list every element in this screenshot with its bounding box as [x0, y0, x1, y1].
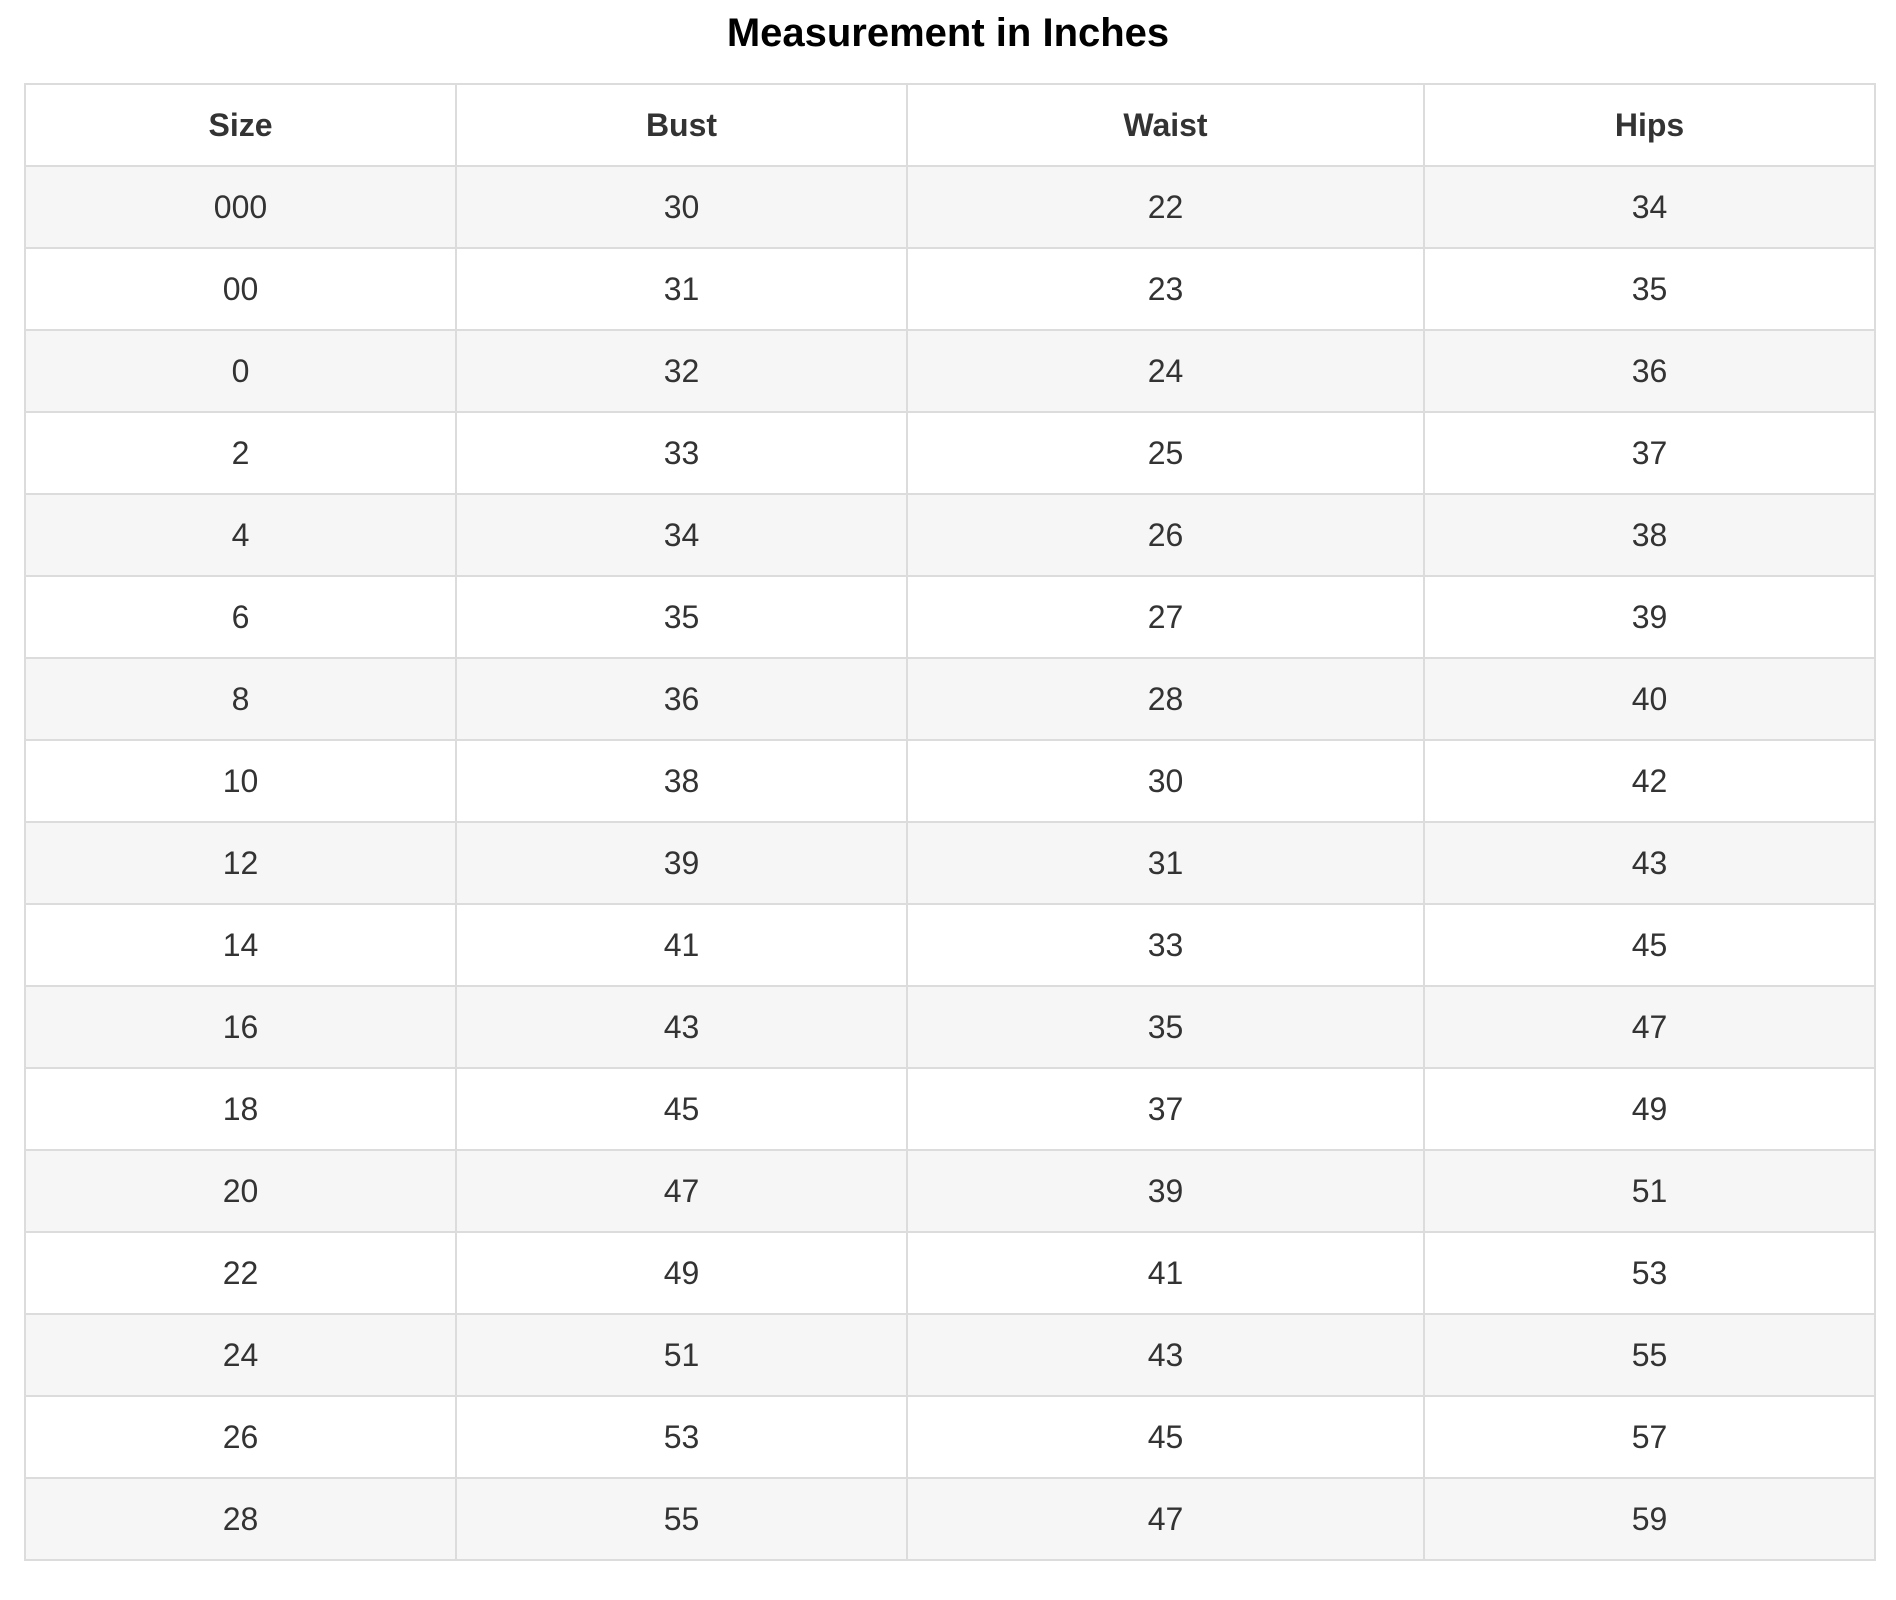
- cell-waist: 39: [907, 1150, 1424, 1232]
- cell-hips: 49: [1424, 1068, 1875, 1150]
- cell-hips: 53: [1424, 1232, 1875, 1314]
- cell-bust: 49: [456, 1232, 907, 1314]
- header-row: [25, 84, 1875, 166]
- cell-size: 22: [25, 1232, 456, 1314]
- header-hips: Hips: [1424, 84, 1875, 166]
- cell-bust: 33: [456, 412, 907, 494]
- cell-size: 14: [25, 904, 456, 986]
- cell-bust: 51: [456, 1314, 907, 1396]
- table-body: [25, 166, 1875, 1560]
- table-row: [25, 412, 1875, 494]
- cell-waist: 43: [907, 1314, 1424, 1396]
- cell-size: 24: [25, 1314, 456, 1396]
- cell-waist: 37: [907, 1068, 1424, 1150]
- header-size: Size: [25, 84, 456, 166]
- header-waist: Waist: [907, 84, 1424, 166]
- page-title: Measurement in Inches: [726, 11, 1170, 55]
- table-row: [25, 1232, 1875, 1314]
- table-row: [25, 986, 1875, 1068]
- cell-bust: 47: [456, 1150, 907, 1232]
- cell-bust: 30: [456, 166, 907, 248]
- cell-hips: 42: [1424, 740, 1875, 822]
- cell-waist: 31: [907, 822, 1424, 904]
- table-row: [25, 494, 1875, 576]
- cell-size: 000: [25, 166, 456, 248]
- cell-size: 6: [25, 576, 456, 658]
- cell-hips: 59: [1424, 1478, 1875, 1560]
- cell-bust: 55: [456, 1478, 907, 1560]
- cell-size: 0: [25, 330, 456, 412]
- cell-bust: 31: [456, 248, 907, 330]
- header-bust: Bust: [456, 84, 907, 166]
- cell-waist: 30: [907, 740, 1424, 822]
- table-row: [25, 1478, 1875, 1560]
- cell-bust: 32: [456, 330, 907, 412]
- cell-size: 10: [25, 740, 456, 822]
- cell-hips: 39: [1424, 576, 1875, 658]
- cell-waist: 35: [907, 986, 1424, 1068]
- table-row: [25, 1068, 1875, 1150]
- cell-waist: 22: [907, 166, 1424, 248]
- cell-hips: 47: [1424, 986, 1875, 1068]
- cell-waist: 41: [907, 1232, 1424, 1314]
- table-row: [25, 740, 1875, 822]
- table-row: [25, 248, 1875, 330]
- cell-waist: 26: [907, 494, 1424, 576]
- cell-hips: 35: [1424, 248, 1875, 330]
- table-row: [25, 1150, 1875, 1232]
- table-row: [25, 658, 1875, 740]
- cell-bust: 45: [456, 1068, 907, 1150]
- cell-bust: 41: [456, 904, 907, 986]
- cell-size: 4: [25, 494, 456, 576]
- cell-hips: 55: [1424, 1314, 1875, 1396]
- table-row: [25, 576, 1875, 658]
- cell-bust: 43: [456, 986, 907, 1068]
- cell-waist: 25: [907, 412, 1424, 494]
- cell-hips: 37: [1424, 412, 1875, 494]
- cell-size: 26: [25, 1396, 456, 1478]
- cell-size: 16: [25, 986, 456, 1068]
- cell-hips: 43: [1424, 822, 1875, 904]
- cell-bust: 53: [456, 1396, 907, 1478]
- cell-size: 18: [25, 1068, 456, 1150]
- cell-waist: 27: [907, 576, 1424, 658]
- cell-size: 00: [25, 248, 456, 330]
- cell-waist: 28: [907, 658, 1424, 740]
- cell-size: 20: [25, 1150, 456, 1232]
- cell-bust: 35: [456, 576, 907, 658]
- table-row: [25, 822, 1875, 904]
- cell-waist: 47: [907, 1478, 1424, 1560]
- cell-waist: 45: [907, 1396, 1424, 1478]
- table-row: [25, 904, 1875, 986]
- table-row: [25, 1396, 1875, 1478]
- cell-size: 28: [25, 1478, 456, 1560]
- cell-size: 12: [25, 822, 456, 904]
- cell-hips: 45: [1424, 904, 1875, 986]
- cell-hips: 51: [1424, 1150, 1875, 1232]
- cell-waist: 33: [907, 904, 1424, 986]
- table-row: [25, 1314, 1875, 1396]
- cell-waist: 24: [907, 330, 1424, 412]
- cell-bust: 39: [456, 822, 907, 904]
- cell-hips: 38: [1424, 494, 1875, 576]
- cell-bust: 36: [456, 658, 907, 740]
- cell-hips: 57: [1424, 1396, 1875, 1478]
- cell-bust: 38: [456, 740, 907, 822]
- cell-size: 2: [25, 412, 456, 494]
- table-header: [25, 84, 1875, 166]
- cell-hips: 34: [1424, 166, 1875, 248]
- cell-hips: 40: [1424, 658, 1875, 740]
- table-row: [25, 166, 1875, 248]
- cell-hips: 36: [1424, 330, 1875, 412]
- size-chart-table: [24, 83, 1876, 1561]
- cell-waist: 23: [907, 248, 1424, 330]
- table-row: [25, 330, 1875, 412]
- cell-bust: 34: [456, 494, 907, 576]
- cell-size: 8: [25, 658, 456, 740]
